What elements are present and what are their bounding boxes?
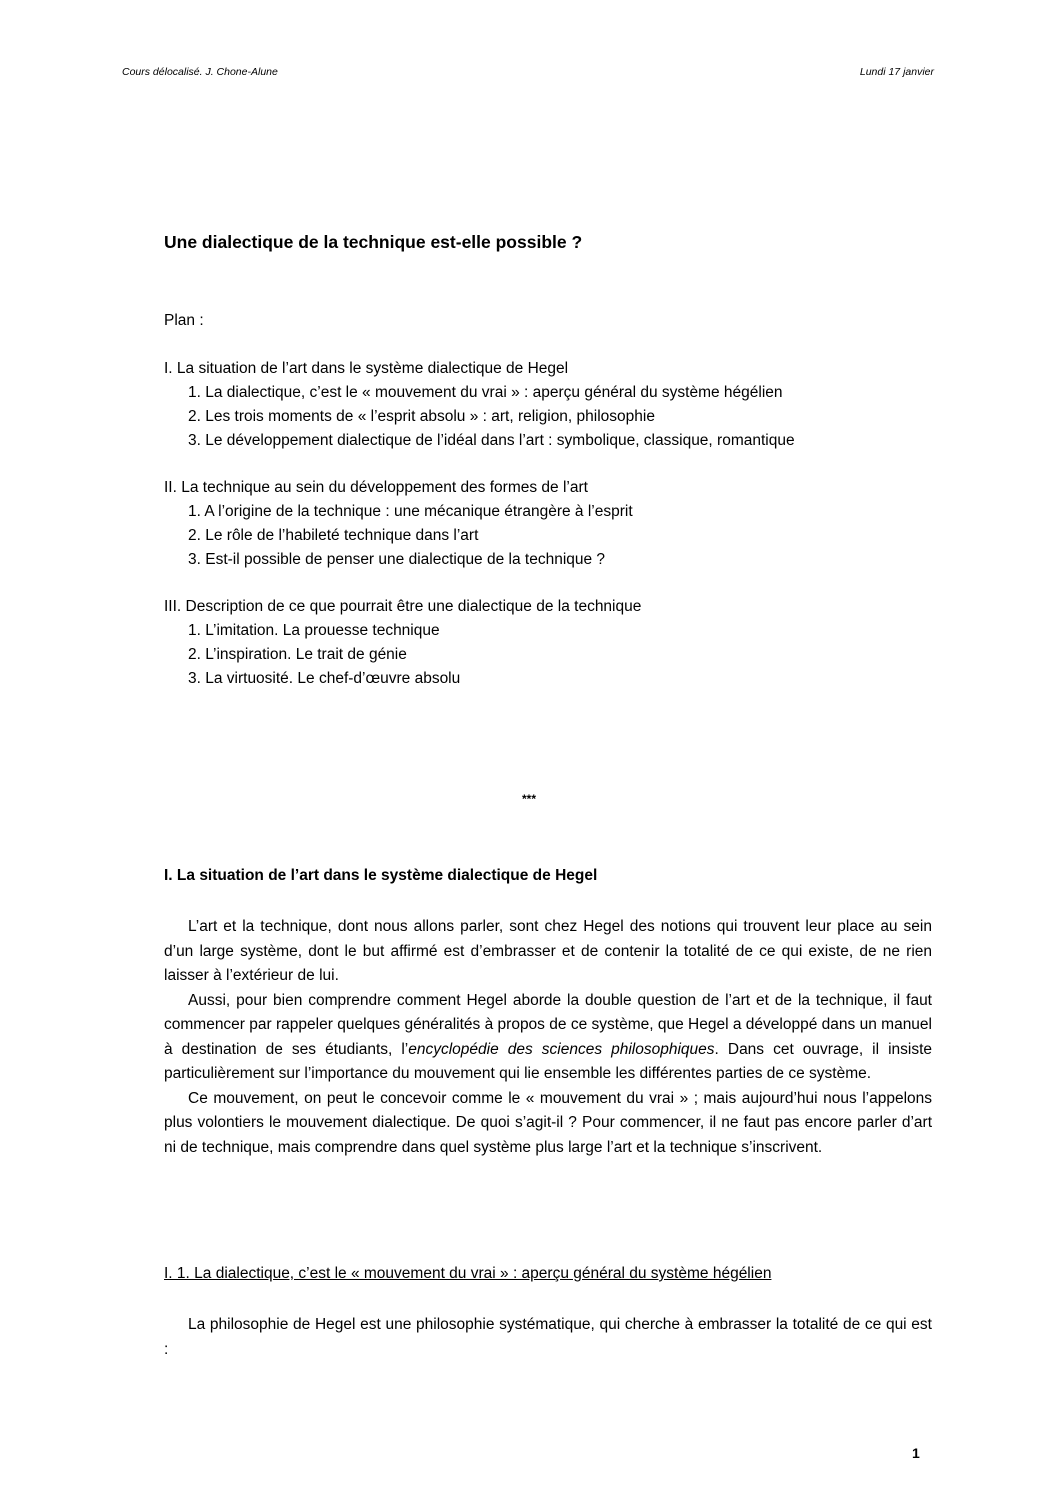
plan-item: 2. Les trois moments de « l’esprit absolu » : art, religion, philosophie — [188, 408, 655, 425]
header-right: Lundi 17 janvier — [859, 66, 934, 78]
plan-label: Plan : — [164, 312, 204, 329]
plan-section-3 — [164, 595, 641, 691]
paragraph: Aussi, pour bien comprendre comment Hegel aborde la double question de l’art et de la technique, il faut commencer par rappeler quelques généralités à propos de ce système, que Hegel a développé dans un manuel à destination de ses étudiants, l’encyclopédie des sciences philosophiques. Dans cet ouvrage, il insiste particulièrement sur l’importance du mouvement qui lie ensemble les différentes parties de ce système. — [164, 991, 933, 1082]
plan-item: 2. Le rôle de l’habileté technique dans l’art — [188, 527, 479, 544]
subsection-title: I. 1. La dialectique, c’est le « mouvement du vrai » : aperçu général du système hégélien — [164, 1265, 772, 1282]
plan-item: 1. A l’origine de la technique : une mécanique étrangère à l’esprit — [188, 503, 633, 520]
section-body — [164, 915, 932, 1160]
plan-section-2 — [164, 476, 633, 572]
plan-item: 1. La dialectique, c’est le « mouvement du vrai » : aperçu général du système hégélien — [188, 384, 783, 401]
plan-item: 3. Le développement dialectique de l’idéal dans l’art : symbolique, classique, romantique — [188, 432, 795, 449]
plan-item: 3. La virtuosité. Le chef-d’œuvre absolu — [188, 670, 461, 687]
separator: *** — [521, 792, 536, 806]
plan-section-title: III. Description de ce que pourrait être une dialectique de la technique — [164, 598, 642, 615]
plan-item: 3. Est-il possible de penser une dialectique de la technique ? — [188, 551, 606, 568]
plan-section-title: II. La technique au sein du développement des formes de l’art — [164, 479, 588, 496]
document-title: Une dialectique de la technique est-elle possible ? — [164, 232, 583, 252]
section-title: I. La situation de l’art dans le système dialectique de Hegel — [164, 867, 598, 884]
page-number: 1 — [912, 1445, 920, 1461]
paragraph: L’art et la technique, dont nous allons parler, sont chez Hegel des notions qui trouvent leur place au sein d’un large système, dont le but affirmé est d’embrasser et de contenir la totalité de ce qui existe, de ne rien laisser à l’extérieur de lui. — [164, 918, 932, 984]
paragraph: La philosophie de Hegel est une philosophie systématique, qui cherche à embrasser la totalité de ce qui est : — [164, 1316, 932, 1358]
plan-item: 2. L’inspiration. Le trait de génie — [188, 646, 407, 663]
plan-section-1 — [164, 357, 795, 453]
subsection-body — [164, 1313, 932, 1362]
plan-item: 1. L’imitation. La prouesse technique — [188, 622, 440, 639]
paragraph: Ce mouvement, on peut le concevoir comme le « mouvement du vrai » ; mais aujourd’hui nous l’appelons plus volontiers le mouvement dialectique. De quoi s’agit-il ? Pour commencer, il ne faut pas encore parler d’art ni de technique, mais comprendre dans quel système plus large l’art et la technique s’inscrivent. — [164, 1089, 932, 1156]
plan-section-title: I. La situation de l’art dans le système dialectique de Hegel — [164, 360, 569, 377]
header-left: Cours délocalisé. J. Chone-Alune — [122, 66, 278, 78]
